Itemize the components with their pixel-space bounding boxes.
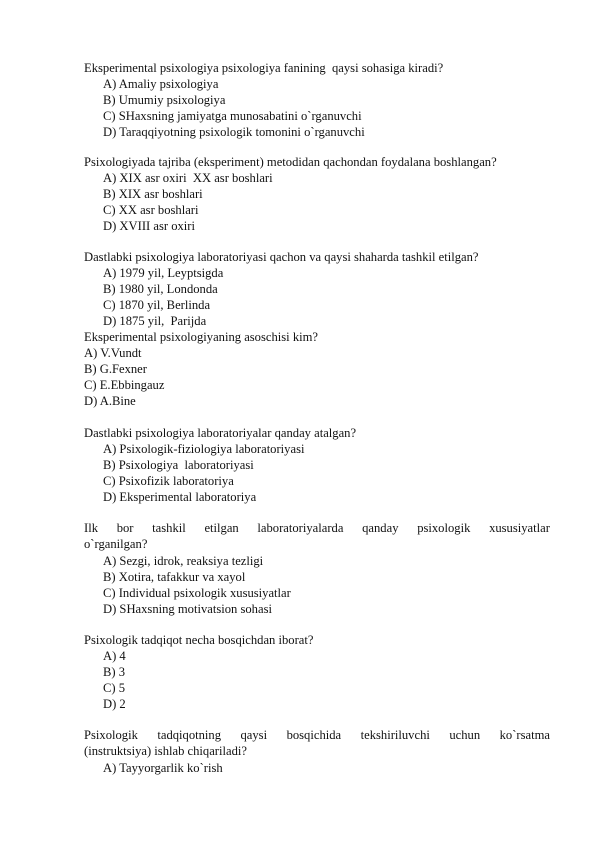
q6-word: xususiyatlar (489, 521, 550, 535)
question-4-text: Eksperimental psixologiyaning asoschisi kim? (84, 330, 318, 344)
question-8-option-a: A) Tayyorgarlik ko`rish (103, 761, 223, 775)
question-6-option-d: D) SHaxsning motivatsion sohasi (103, 602, 272, 616)
question-3-option-a: A) 1979 yil, Leyptsigda (103, 266, 224, 280)
question-6-text-line-2: o`rganilgan? (84, 537, 148, 551)
question-6-option-c: C) Individual psixologik xususiyatlar (103, 586, 291, 600)
question-3-option-b: B) 1980 yil, Londonda (103, 282, 218, 296)
question-7-option-b: B) 3 (103, 665, 126, 679)
question-7-option-d: D) 2 (103, 697, 126, 711)
question-1-option-d: D) Taraqqiyotning psixologik tomonini o`rganuvchi (103, 125, 365, 139)
question-2-option-a: A) XIX asr oxiri XX asr boshlari (103, 171, 273, 185)
question-1-text: Eksperimental psixologiya psixologiya fanining qaysi sohasiga kiradi? (84, 61, 444, 75)
q6-word: laboratoriyalarda (257, 521, 344, 535)
question-6-text-line-1 (84, 520, 550, 536)
q6-word: etilgan (204, 521, 239, 535)
q6-word: bor (116, 521, 134, 535)
question-2-option-d: D) XVIII asr oxiri (103, 219, 195, 233)
q8-word: uchun (449, 728, 481, 742)
question-2-option-b: B) XIX asr boshlari (103, 187, 203, 201)
q8-word: qaysi (240, 728, 268, 742)
question-7-text: Psixologik tadqiqot necha bosqichdan iborat? (84, 633, 314, 647)
q6-word: tashkil (152, 521, 186, 535)
question-4-option-c: C) E.Ebbingauz (84, 378, 165, 392)
question-1-option-b: B) Umumiy psixologiya (103, 93, 226, 107)
question-7-option-c: C) 5 (103, 681, 126, 695)
q8-word: bosqichida (286, 728, 342, 742)
q8-word: ko`rsatma (499, 728, 550, 742)
question-2-option-c: C) XX asr boshlari (103, 203, 199, 217)
question-5-option-c: C) Psixofizik laboratoriya (103, 474, 234, 488)
question-1-option-c: C) SHaxsning jamiyatga munosabatini o`rganuvchi (103, 109, 362, 123)
question-5-text: Dastlabki psixologiya laboratoriyalar qanday atalgan? (84, 426, 357, 440)
question-4-option-d: D) A.Bine (84, 394, 136, 408)
question-2-text: Psixologiyada tajriba (eksperiment) metodidan qachondan foydalana boshlangan? (84, 155, 497, 169)
question-4-option-b: B) G.Fexner (84, 362, 147, 376)
question-3-text: Dastlabki psixologiya laboratoriyasi qachon va qaysi shaharda tashkil etilgan? (84, 250, 479, 264)
question-6-option-b: B) Xotira, tafakkur va xayol (103, 570, 246, 584)
q6-word: psixologik (417, 521, 471, 535)
question-8-text-line-1 (84, 727, 550, 743)
q8-word: tadqiqotning (157, 728, 222, 742)
q8-word: tekshiriluvchi (360, 728, 430, 742)
question-5-option-b: B) Psixologiya laboratoriyasi (103, 458, 254, 472)
question-6-option-a: A) Sezgi, idrok, reaksiya tezligi (103, 554, 264, 568)
question-1-option-a: A) Amaliy psixologiya (103, 77, 219, 91)
question-3-option-c: C) 1870 yil, Berlinda (103, 298, 211, 312)
q8-word: Psixologik (84, 728, 138, 742)
question-7-option-a: A) 4 (103, 649, 126, 663)
question-5-option-a: A) Psixologik-fiziologiya laboratoriyasi (103, 442, 305, 456)
question-5-option-d: D) Eksperimental laboratoriya (103, 490, 257, 504)
q6-word: qanday (362, 521, 399, 535)
q6-word: Ilk (84, 521, 98, 535)
question-4-option-a: A) V.Vundt (84, 346, 142, 360)
question-3-option-d: D) 1875 yil, Parijda (103, 314, 207, 328)
question-8-text-line-2: (instruktsiya) ishlab chiqariladi? (84, 744, 247, 758)
